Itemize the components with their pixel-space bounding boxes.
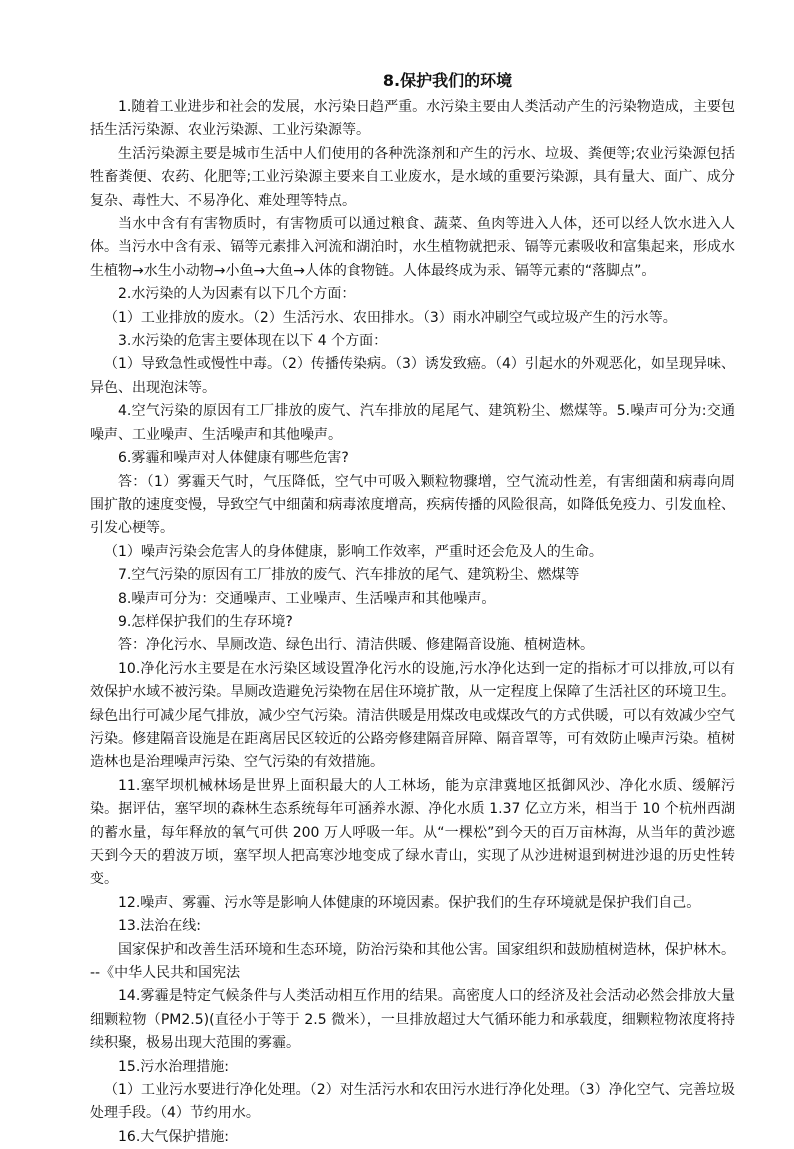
paragraph: 国家保护和改善生活环境和生态环境，防治污染和其他公害。国家组织和鼓励植树造林，保护林木。--《中华人民共和国宪法 — [90, 941, 735, 982]
paragraph: 8.噪声可分为：交通噪声、工业噪声、生活噪声和其他噪声。 — [118, 590, 496, 607]
paragraph: 生活污染源主要是城市生活中人们使用的各种洗涤剂和产生的污水、垃圾、粪便等;农业污染源包括牲畜粪便、农药、化肥等;工业污染源主要来自工业废水，是水域的重要污染源，具有量大、面广、成分复杂、毒性大、不易净化、难处理等特点。 — [90, 145, 735, 209]
paragraph: 14.雾霾是特定气候条件与人类活动相互作用的结果。高密度人口的经济及社会活动必然会排放大量细颗粒物（PM2.5)(直径小于等于 2.5 微米），一旦排放超过大气循环能力和承载度，细颗粒物浓度将持续积聚，极易出现大范围的雾霾。 — [90, 988, 735, 1052]
paragraph: （1）工业污水要进行净化处理。（2）对生活污水和农田污水进行净化处理。（3）净化空气、完善垃圾处理手段。（4）节约用水。 — [90, 1082, 735, 1122]
paragraph: 4.空气污染的原因有工厂排放的废气、汽车排放的尾尾气、建筑粉尘、燃煤等。5.噪声可分为:交通噪声、工业噪声、生活噪声和其他噪声。 — [90, 403, 735, 443]
paragraph: 13.法治在线: — [118, 918, 201, 935]
paragraph: 9.怎样保护我们的生存环境? — [118, 613, 293, 630]
document-page — [90, 68, 735, 1149]
paragraph: （1）噪声污染会危害人的身体健康，影响工作效率，严重时还会危及人的生命。 — [104, 543, 603, 560]
paragraph: 1.随着工业进步和社会的发展，水污染日趋严重。水污染主要由人类活动产生的污染物造成，主要包括生活污染源、农业污染源、工业污染源等。 — [90, 99, 735, 139]
paragraph: 11.塞罕坝机械林场是世界上面积最大的人工林场，能为京津冀地区抵御风沙、净化水质、缓解污染。据评估，塞罕坝的森林生态系统每年可涵养水源、净化水质 1.37 亿立方米，相当于 10 个杭州西湖的蓄水量，每年释放的氧气可供 200 万人呼吸一年。从“一棵松”到今天的百万亩林海，从当年的黄沙遮天到今天的碧波万顷，塞罕坝人把高寒沙地变成了绿水青山，实现了从沙进树退到树进沙退的历史性转变。 — [90, 777, 735, 888]
paragraph: 6.雾霾和噪声对人体健康有哪些危害? — [118, 450, 349, 467]
paragraph: 10.净化污水主要是在水污染区域设置净化污水的设施,污水净化达到一定的指标才可以排放,可以有效保护水域不被污染。旱厕改造避免污染物在居住环境扩散，从一定程度上保障了生活社区的环境卫生。绿色出行可减少尾气排放，减少空气污染。清洁供暖是用煤改电或煤改气的方式供暖，可以有效减少空气污染。修建隔音设施是在距离居民区较近的公路旁修建隔音屏障、隔音罩等，可有效防止噪声污染。植树造林也是治理噪声污染、空气污染的有效措施。 — [90, 660, 735, 771]
paragraph: 7.空气污染的原因有工厂排放的废气、汽车排放的尾气、建筑粉尘、燃煤等 — [118, 567, 580, 584]
paragraph: （1）工业排放的废水。（2）生活污水、农田排水。（3）雨水冲刷空气或垃圾产生的污水等。 — [104, 309, 677, 326]
paragraph: 16.大气保护措施: — [118, 1128, 229, 1145]
paragraph: 3.水污染的危害主要体现在以下 4 个方面： — [118, 333, 388, 350]
paragraph: （1）导致急性或慢性中毒。（2）传播传染病。（3）诱发致癌。（4）引起水的外观恶化，如呈现异味、异色、出现泡沫等。 — [90, 356, 735, 396]
paragraph: 当水中含有有害物质时，有害物质可以通过粮食、蔬菜、鱼肉等进入人体，还可以经人饮水进入人体。当污水中含有汞、镉等元素排入河流和湖泊时，水生植物就把汞、镉等元素吸收和富集起来，形成水生植物→水生小动物→小鱼→大鱼→人体的食物链。人体最终成为汞、镉等元素的“落脚点”。 — [90, 216, 735, 279]
paragraph: 2.水污染的人为因素有以下几个方面： — [118, 286, 356, 303]
paragraph: 15.污水治理措施: — [118, 1058, 229, 1075]
paragraph: 12.噪声、雾霾、污水等是影响人体健康的环境因素。保护我们的生存环境就是保护我们自己。 — [118, 894, 701, 911]
paragraph: 答：净化污水、旱厕改造、绿色出行、清洁供暖、修建隔音设施、植树造林。 — [118, 637, 594, 654]
paragraph: 答：（1）雾霾天气时，气压降低，空气中可吸入颗粒物骤增，空气流动性差，有害细菌和病毒向周围扩散的速度变慢，导致空气中细菌和病毒浓度增高，疾病传播的风险很高，如降低免疫力、引发血栓、引发心梗等。 — [90, 473, 735, 537]
page-title: 8.保护我们的环境 — [382, 71, 513, 90]
